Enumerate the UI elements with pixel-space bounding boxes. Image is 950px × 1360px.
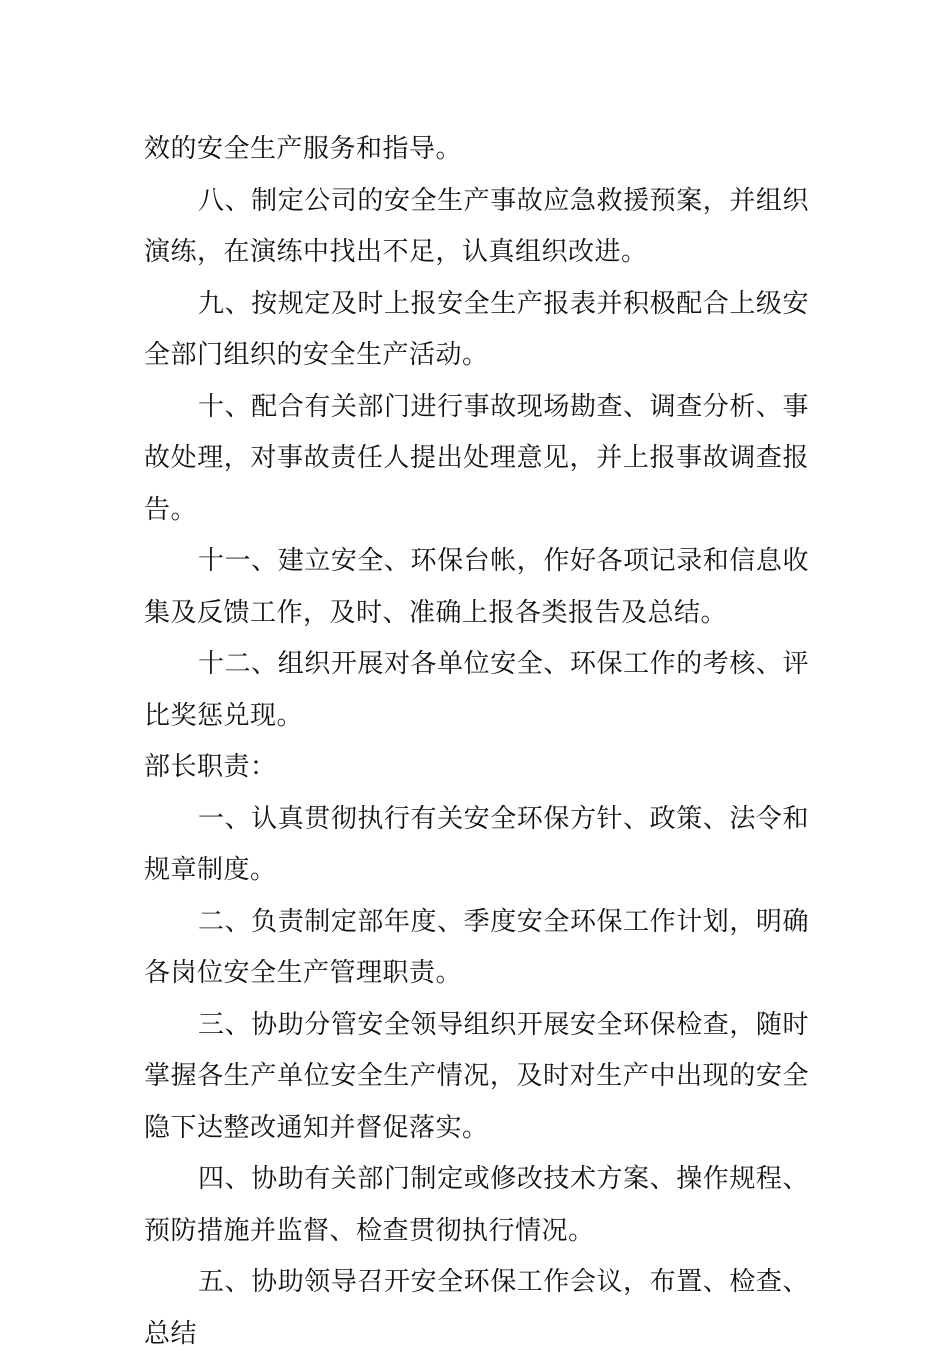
paragraph-item-8: 八、制定公司的安全生产事故应急救援预案，并组织演练，在演练中找出不足，认真组织改进。 [144,185,809,267]
paragraph-item-11: 十一、建立安全、环保台帐，作好各项记录和信息收集及反馈工作，及时、准确上报各类报告及总结。 [144,546,809,628]
paragraph-duty-1: 一、认真贯彻执行有关安全环保方针、政策、法令和规章制度。 [144,803,809,885]
paragraph-duty-3: 三、协助分管安全领导组织开展安全环保检查，随时掌握各生产单位安全生产情况，及时对生产中出现的安全隐下达整改通知并督促落实。 [144,1009,809,1143]
paragraph-item-12: 十二、组织开展对各单位安全、环保工作的考核、评比奖惩兑现。 [144,649,809,731]
paragraph-duty-4: 四、协助有关部门制定或修改技术方案、操作规程、预防措施并监督、检查贯彻执行情况。 [144,1164,809,1246]
paragraph-duty-2: 二、负责制定部年度、季度安全环保工作计划，明确各岗位安全生产管理职责。 [144,906,809,988]
section-heading: 部长职责： [144,752,277,782]
paragraph-continuation: 效的安全生产服务和指导。 [144,134,463,164]
paragraph-duty-5: 五、协助领导召开安全环保工作会议，布置、检查、总结 [144,1267,809,1349]
paragraph-item-9: 九、按规定及时上报安全生产报表并积极配合上级安全部门组织的安全生产活动。 [144,288,809,370]
paragraph-item-10: 十、配合有关部门进行事故现场勘查、调查分析、事故处理，对事故责任人提出处理意见，并上报事故调查报告。 [144,391,809,525]
document-body [144,124,809,1360]
